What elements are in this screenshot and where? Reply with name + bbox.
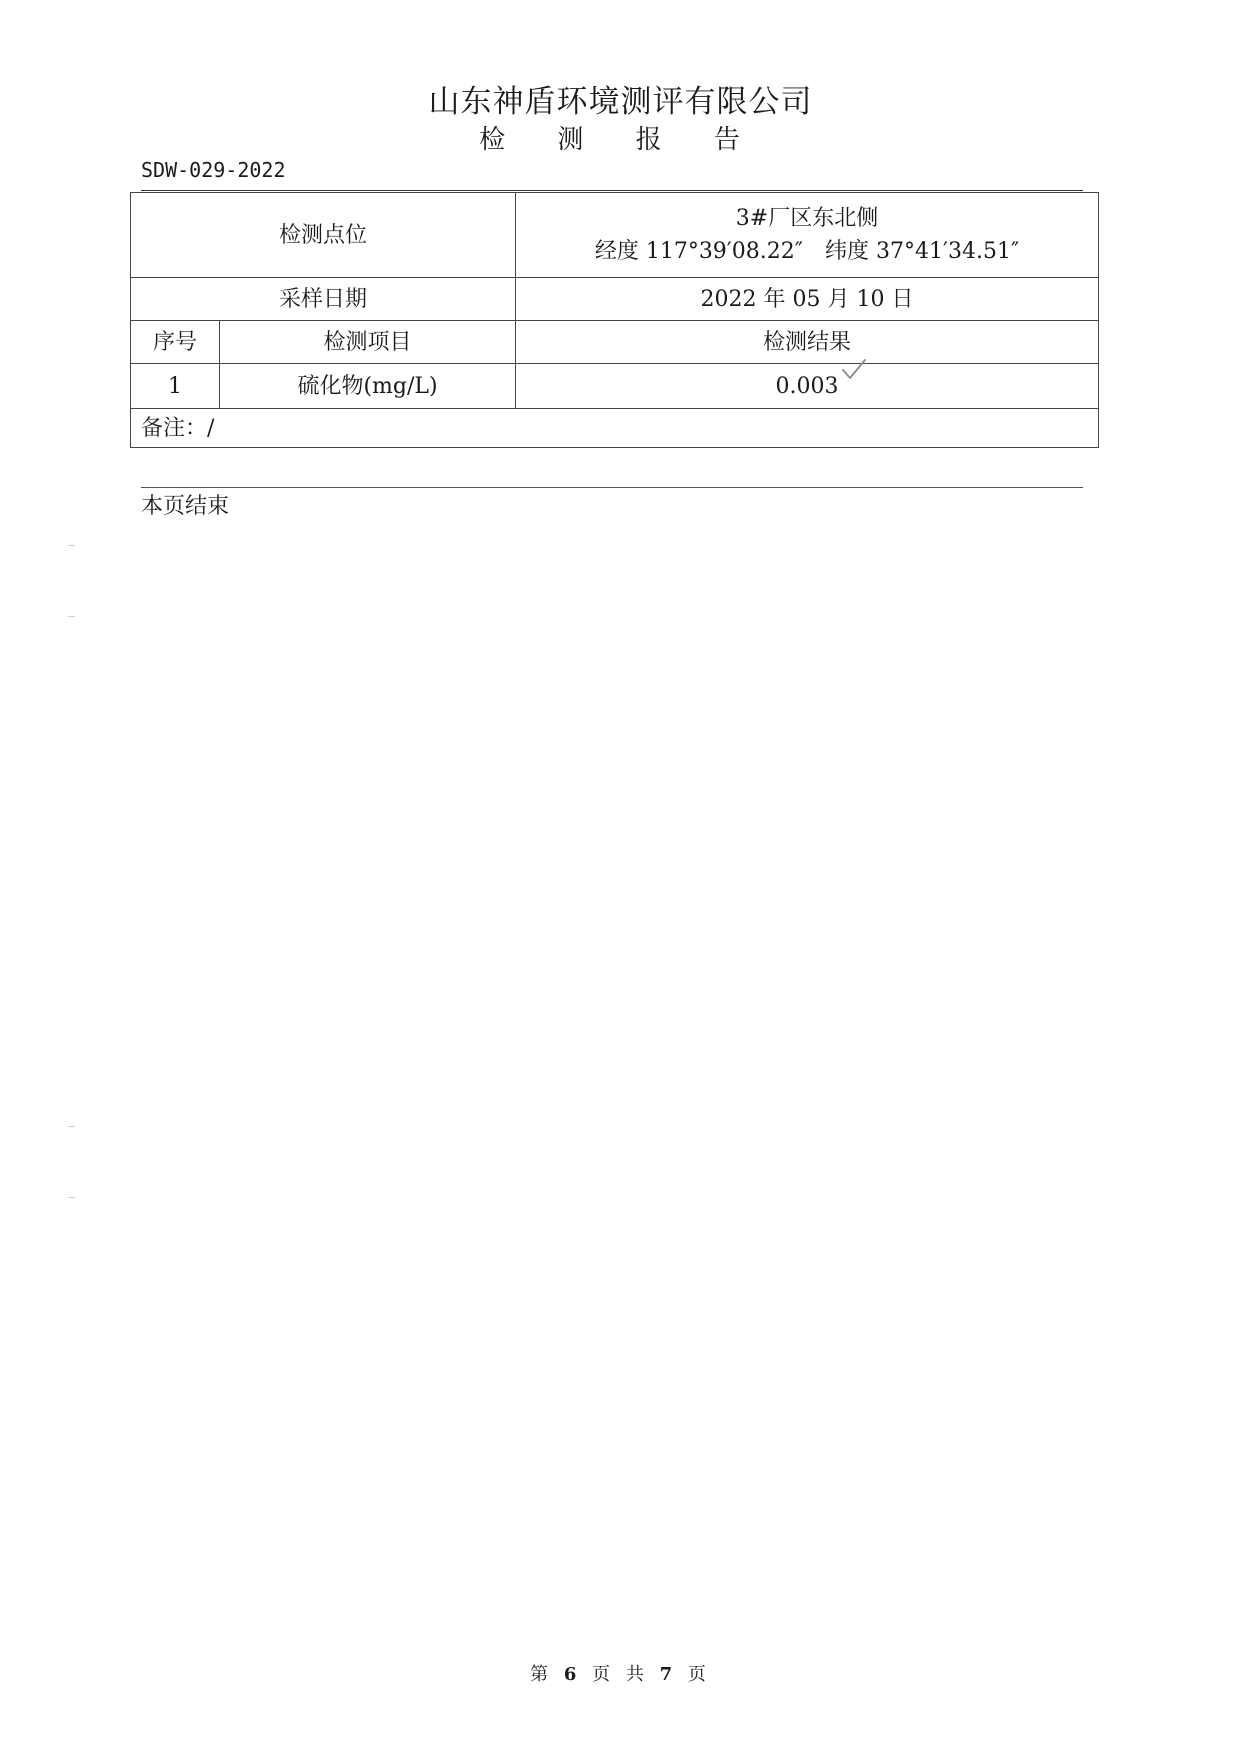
result-table xyxy=(130,192,1099,448)
header-index: 序号 xyxy=(131,321,220,364)
location-coordinates: 经度 117°39′08.22″ 纬度 37°41′34.51″ xyxy=(594,239,1020,264)
report-title: 检 测 报 告 xyxy=(479,125,762,155)
sampling-date-row xyxy=(131,278,1099,321)
row-result: 0.003 xyxy=(775,373,839,399)
page-prefix: 第 xyxy=(530,1664,554,1685)
header-item: 检测项目 xyxy=(220,321,516,364)
sampling-date-label: 采样日期 xyxy=(131,278,516,321)
sampling-date-value: 2022 年 05 月 10 日 xyxy=(516,278,1099,321)
page-number xyxy=(0,1660,1241,1686)
row-item: 硫化物(mg/L) xyxy=(220,364,516,409)
page-end-note: 本页结束 xyxy=(141,494,230,519)
header-result: 检测结果 xyxy=(516,321,1099,364)
location-name: 3#厂区东北侧 xyxy=(735,206,879,231)
company-name: 山东神盾环境测评有限公司 xyxy=(428,84,813,120)
page-total: 7 xyxy=(659,1664,678,1685)
remark-row xyxy=(131,409,1099,448)
page-current: 6 xyxy=(563,1664,582,1685)
page-suffix: 页 xyxy=(687,1664,711,1685)
header-divider xyxy=(141,190,1083,191)
remark: 备注：/ xyxy=(131,409,1099,448)
table-header-row xyxy=(131,321,1099,364)
scan-speck xyxy=(68,1197,75,1198)
scan-speck xyxy=(68,1126,75,1127)
location-value xyxy=(516,193,1099,278)
row-index: 1 xyxy=(131,364,220,409)
footer-divider xyxy=(141,487,1083,488)
scan-speck xyxy=(68,545,75,546)
scan-speck xyxy=(68,616,75,617)
page-middle: 页 共 xyxy=(592,1664,649,1685)
report-number: SDW-029-2022 xyxy=(141,158,286,182)
row-result-cell xyxy=(516,364,1099,409)
table-row xyxy=(131,364,1099,409)
location-label: 检测点位 xyxy=(131,193,516,278)
location-row xyxy=(131,193,1099,278)
